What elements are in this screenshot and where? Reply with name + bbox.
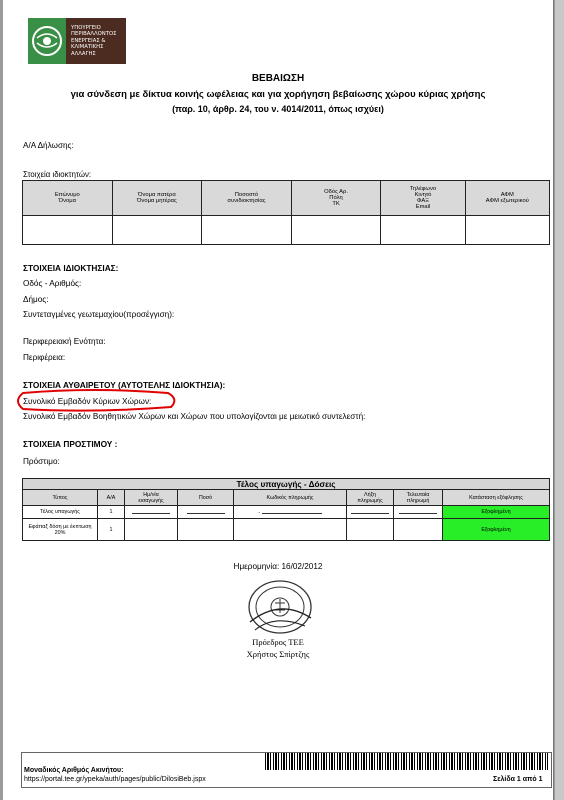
fees-row bbox=[23, 506, 550, 519]
owners-table bbox=[22, 180, 550, 245]
law-reference: (παρ. 10, άρθρ. 24, του ν. 4014/2011, όπως ισχύει) bbox=[172, 104, 384, 114]
fees-col-status: Κατάσταση εξόφλησης bbox=[443, 490, 550, 506]
document-subtitle: για σύνδεση με δίκτυα κοινής ωφέλειας και για χορήγηση βεβαίωσης χώρου κύριας χρήσης bbox=[70, 89, 486, 100]
fees-col-date: Ημ/νία εισαγωγής bbox=[125, 490, 178, 506]
fees-header-row bbox=[23, 490, 550, 506]
unauthorized-heading: ΣΤΟΙΧΕΙΑ ΑΥΘΑΙΡΕΤΟΥ (ΑΥΤΟΤΕΛΗΣ ΙΔΙΟΚΤΗΣΙΑ): bbox=[23, 380, 226, 390]
ministry-logo bbox=[28, 18, 126, 64]
fee-aa: 1 bbox=[98, 506, 125, 519]
aux-area-label: Συνολικό Εμβαδόν Βοηθητικών Χώρων και Χώρων που υπολογίζονται με μειωτικό συντελεστή: bbox=[23, 412, 366, 421]
fine-heading: ΣΤΟΙΧΕΙΑ ΠΡΟΣΤΙΜΟΥ : bbox=[23, 439, 118, 449]
scrollbar-track[interactable] bbox=[555, 0, 564, 800]
document-page bbox=[3, 0, 554, 800]
owners-col-contact: Τηλέφωνο Κινητό ΦΑΞ Email bbox=[381, 181, 465, 216]
unique-id-label: Μοναδικός Αριθμός Ακινήτου: bbox=[24, 767, 124, 774]
regional-unit-label: Περιφερειακή Ενότητα: bbox=[23, 337, 106, 346]
owners-empty-row bbox=[23, 216, 550, 245]
footer-url: https://portal.tee.gr/ypeka/auth/pages/public/DilosiBeb.jspx bbox=[24, 776, 206, 783]
fees-title: Τέλος υπαγωγής - Δόσεις bbox=[23, 479, 550, 490]
fees-col-type: Τύπος bbox=[23, 490, 98, 506]
fee-amount bbox=[178, 506, 234, 519]
page-number: Σελίδα 1 από 1 bbox=[493, 776, 543, 783]
signatory-name: Χρήστος Σπίρτζης bbox=[246, 649, 310, 659]
owners-header-row bbox=[23, 181, 550, 216]
signatory-role: Πρόεδρος ΤΕΕ bbox=[252, 637, 304, 647]
document-title: ΒΕΒΑΙΩΣΗ bbox=[251, 73, 305, 84]
fee-type: Εφάπαξ δόση με έκπτωση 20% bbox=[23, 519, 98, 541]
fine-label: Πρόστιμο: bbox=[23, 457, 60, 466]
owners-col-parents: Όνομα πατέρα Όνομα μητέρας bbox=[112, 181, 202, 216]
coordinates-label: Συντεταγμένες γεωτεμαχίου(προσέγγιση): bbox=[23, 310, 175, 319]
fees-col-aa: Α/Α bbox=[98, 490, 125, 506]
owners-col-share: Ποσοστό συνιδιοκτησίας bbox=[202, 181, 292, 216]
official-seal-stamp bbox=[245, 578, 315, 636]
owners-label: Στοιχεία ιδιοκτητών: bbox=[23, 170, 92, 179]
fees-row bbox=[23, 519, 550, 541]
fees-table bbox=[22, 478, 550, 541]
fees-col-last: Τελευταία πληρωμή bbox=[394, 490, 443, 506]
barcode bbox=[265, 753, 548, 770]
municipality-label: Δήμος: bbox=[23, 295, 49, 304]
red-highlight-annotation bbox=[13, 389, 181, 413]
fee-last bbox=[394, 506, 443, 519]
issue-date: Ημερομηνία: 16/02/2012 bbox=[233, 562, 323, 571]
fee-aa: 1 bbox=[98, 519, 125, 541]
fees-title-row bbox=[23, 479, 550, 490]
fee-code: - bbox=[234, 506, 347, 519]
ministry-emblem-icon bbox=[28, 18, 66, 64]
fee-date bbox=[125, 506, 178, 519]
logo-text: ΥΠΟΥΡΓΕΙΟ ΠΕΡΙΒΑΛΛΟΝΤΟΣ ΕΝΕΡΓΕΙΑΣ & ΚΛΙΜΑΤΙΚΗΣ ΑΛΛΑΓΗΣ bbox=[71, 24, 117, 57]
owners-col-name: Επώνυμο Όνομα bbox=[23, 181, 113, 216]
fee-status: Εξοφλημένη bbox=[443, 506, 550, 519]
fees-col-amount: Ποσό bbox=[178, 490, 234, 506]
owners-col-address: Οδός Αρ. Πόλη ΤΚ bbox=[291, 181, 381, 216]
owners-col-afm: ΑΦΜ ΑΦΜ εξωτερικού bbox=[465, 181, 549, 216]
fees-col-due: Λήξη πληρωμής bbox=[347, 490, 394, 506]
region-label: Περιφέρεια: bbox=[23, 353, 66, 362]
street-label: Οδός - Αριθμός: bbox=[23, 279, 82, 288]
signature-block bbox=[3, 636, 553, 660]
property-heading: ΣΤΟΙΧΕΙΑ ΙΔΙΟΚΤΗΣΙΑΣ: bbox=[23, 263, 119, 273]
fee-status: Εξοφλημένη bbox=[443, 519, 550, 541]
declaration-number-label: Α/Α Δήλωσης: bbox=[23, 141, 74, 150]
fees-col-code: Κωδικός πληρωμής bbox=[234, 490, 347, 506]
main-area-label: Συνολικό Εμβαδόν Κύριων Χώρων: bbox=[23, 397, 152, 406]
fee-due bbox=[347, 506, 394, 519]
fee-type: Τέλος υπαγωγής bbox=[23, 506, 98, 519]
